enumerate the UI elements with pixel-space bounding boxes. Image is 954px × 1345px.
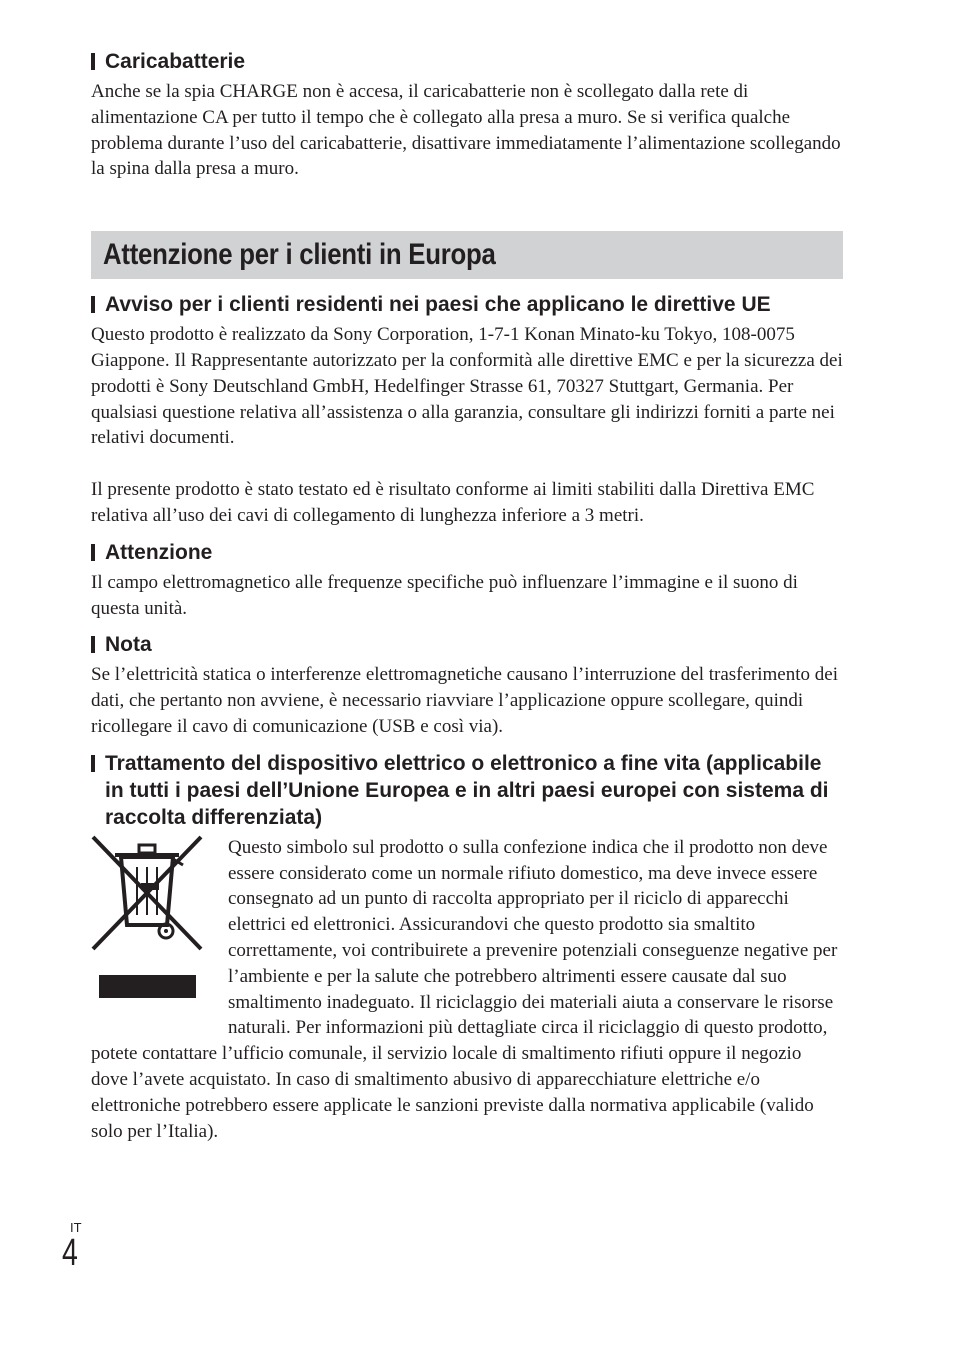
eu-notice-paragraph-2: Il presente prodotto è stato testato ed è risultato conforme ai limiti stabiliti dalla Direttiva EMC relativa all’uso dei cavi di collegamento di lunghezza inferiore a 3 metri. bbox=[91, 479, 815, 526]
charger-paragraph: Anche se la spia CHARGE non è accesa, il caricabatterie non è scollegato dalla rete di alimentazione CA per tutto il tempo che è collegato alla presa a muro. Se si verifica qualche problema durante l’uso del caricabatterie, disattivare immediatamente l’alimentazione scollegando la spina dalla presa a muro. bbox=[91, 81, 841, 180]
footer-language: IT bbox=[70, 1220, 82, 1235]
section-heading-charger bbox=[91, 48, 843, 75]
eu-notice-paragraph-1: Questo prodotto è realizzato da Sony Corporation, 1-7-1 Konan Minato-ku Tokyo, 108-0075 Giappone. Il Rappresentante autorizzato per la conformità alle direttive EMC e per la sicurezza dei prodotti è Sony Deutschland GmbH, Hedelfinger Strasse 61, 70327 Stuttgart, Germania. Per qualsiasi questione relativa all’assistenza o alla garanzia, consultare gli indirizzi forniti a parte nei relativi documenti. bbox=[91, 324, 843, 449]
section-banner bbox=[91, 231, 843, 279]
heading-bar bbox=[91, 296, 95, 313]
heading-text: Avviso per i clienti residenti nei paesi che applicano le direttive UE bbox=[105, 293, 771, 317]
section-heading-note bbox=[91, 631, 843, 658]
heading-text: Caricabatterie bbox=[105, 50, 246, 73]
heading-bar bbox=[91, 755, 95, 772]
heading-bar bbox=[91, 544, 95, 561]
weee-block bbox=[91, 835, 843, 1145]
page-content bbox=[91, 48, 843, 1144]
page-number: 4 bbox=[62, 1232, 78, 1274]
heading-bar bbox=[91, 636, 95, 653]
banner-title: Attenzione per i clienti in Europa bbox=[103, 238, 496, 272]
heading-bar bbox=[91, 53, 95, 70]
section-heading-attention bbox=[91, 539, 843, 566]
weee-paragraph: Questo simbolo sul prodotto o sulla confezione indica che il prodotto non deve essere considerato come un normale rifiuto domestico, ma deve invece essere consegnato ad un punto di raccolta appropriato per il riciclo di apparecchi elettrici ed elettronici. Assicurandovi che questo prodotto sia smaltito correttamente, voi contribuirete a prevenire potenziali conseguenze negative per l’ambiente e per la salute che potrebbero altrimenti essere causate dal suo smaltimento inadeguato. Il riciclaggio dei materiali aiuta a conservare le risorse naturali. Per informazioni più dettagliate circa il riciclaggio di questo prodotto, potete contattare l’ufficio comunale, il servizio locale di smaltimento rifiuti oppure il negozio dove l’avete acquistato. In caso di smaltimento abusivo di apparecchiature elettriche e/o elettroniche potrebbero essere applicate le sanzioni previste dalla normativa applicabile (valido solo per l’Italia). bbox=[91, 836, 838, 1142]
crossed-out-wheelie-bin-icon bbox=[91, 835, 203, 1005]
attention-paragraph: Il campo elettromagnetico alle frequenze specifiche può influenzare l’immagine e il suono di questa unità. bbox=[91, 571, 798, 619]
heading-text: Attenzione bbox=[105, 540, 213, 564]
heading-text: Nota bbox=[105, 633, 152, 657]
note-paragraph: Se l’elettricità statica o interferenze elettromagnetiche causano l’interruzione del trasferimento dei dati, che pertanto non avviene, è necessario riavviare l’applicazione oppure scollegare, quindi ricollegare il cavo di comunicazione (USB e così via). bbox=[91, 664, 838, 737]
section-heading-eu-notice bbox=[91, 291, 843, 318]
section-heading-weee bbox=[91, 750, 843, 831]
heading-text: Trattamento del dispositivo elettrico o elettronico a fine vita (applicabile in tutti i paesi dell’Unione Europea e in altri paesi europei con sistema di raccolta differenziata) bbox=[105, 751, 829, 829]
